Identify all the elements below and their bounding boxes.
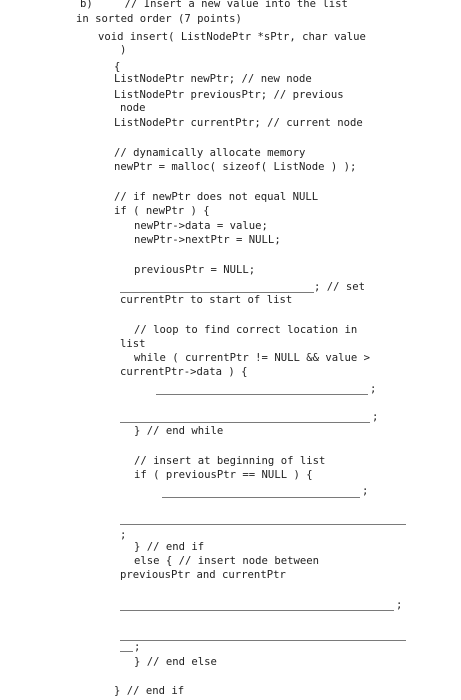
code-line: ; [134,641,141,653]
code-line: if ( newPtr ) { [114,205,210,217]
code-line: ; [362,485,369,497]
answer-blank[interactable] [162,497,360,498]
code-line: previousPtr and currentPtr [120,569,286,581]
code-line: while ( currentPtr != NULL && value > [134,352,370,364]
answer-blank[interactable] [120,524,406,525]
question-points: in sorted order (7 points) [76,13,242,25]
code-line: newPtr->data = value; [134,220,268,232]
code-line: newPtr = malloc( sizeof( ListNode ) ); [114,161,357,173]
code-line: if ( previousPtr == NULL ) { [134,469,313,481]
open-brace: { [114,61,121,73]
code-line: previousPtr = NULL; [134,264,256,276]
answer-blank[interactable] [156,394,368,395]
code-comment: // dynamically allocate memory [114,147,306,159]
code-line: ListNodePtr currentPtr; // current node [114,117,363,129]
code-line: } // end if [134,541,205,553]
code-line: } // end else [134,656,217,668]
code-line: newPtr->nextPtr = NULL; [134,234,281,246]
answer-blank[interactable] [120,651,133,652]
answer-blank[interactable] [120,422,370,423]
question-header: b) // Insert a new value into the list [80,0,348,10]
answer-blank[interactable] [120,640,406,641]
code-line: ; [370,383,377,395]
code-line: currentPtr to start of list [120,294,293,306]
code-comment: list [120,338,146,350]
code-line: else { // insert node between [134,555,319,567]
code-line: ; // set [314,281,366,293]
code-line: ; [396,599,403,611]
answer-blank[interactable] [120,610,394,611]
code-line: ; [372,411,379,423]
function-signature: void insert( ListNodePtr *sPtr, char value [98,31,366,43]
code-line: currentPtr->data ) { [120,366,248,378]
code-line: node [120,102,146,114]
code-line: ListNodePtr newPtr; // new node [114,73,312,85]
code-comment: // loop to find correct location in [134,324,358,336]
code-comment: // insert at beginning of list [134,455,326,467]
code-line: } // end while [134,425,224,437]
signature-close-paren: ) [120,44,127,56]
code-line: ListNodePtr previousPtr; // previous [114,89,344,101]
answer-blank[interactable] [120,292,314,293]
code-line: } // end if [114,685,185,697]
code-line: ; [120,529,127,541]
code-comment: // if newPtr does not equal NULL [114,191,319,203]
